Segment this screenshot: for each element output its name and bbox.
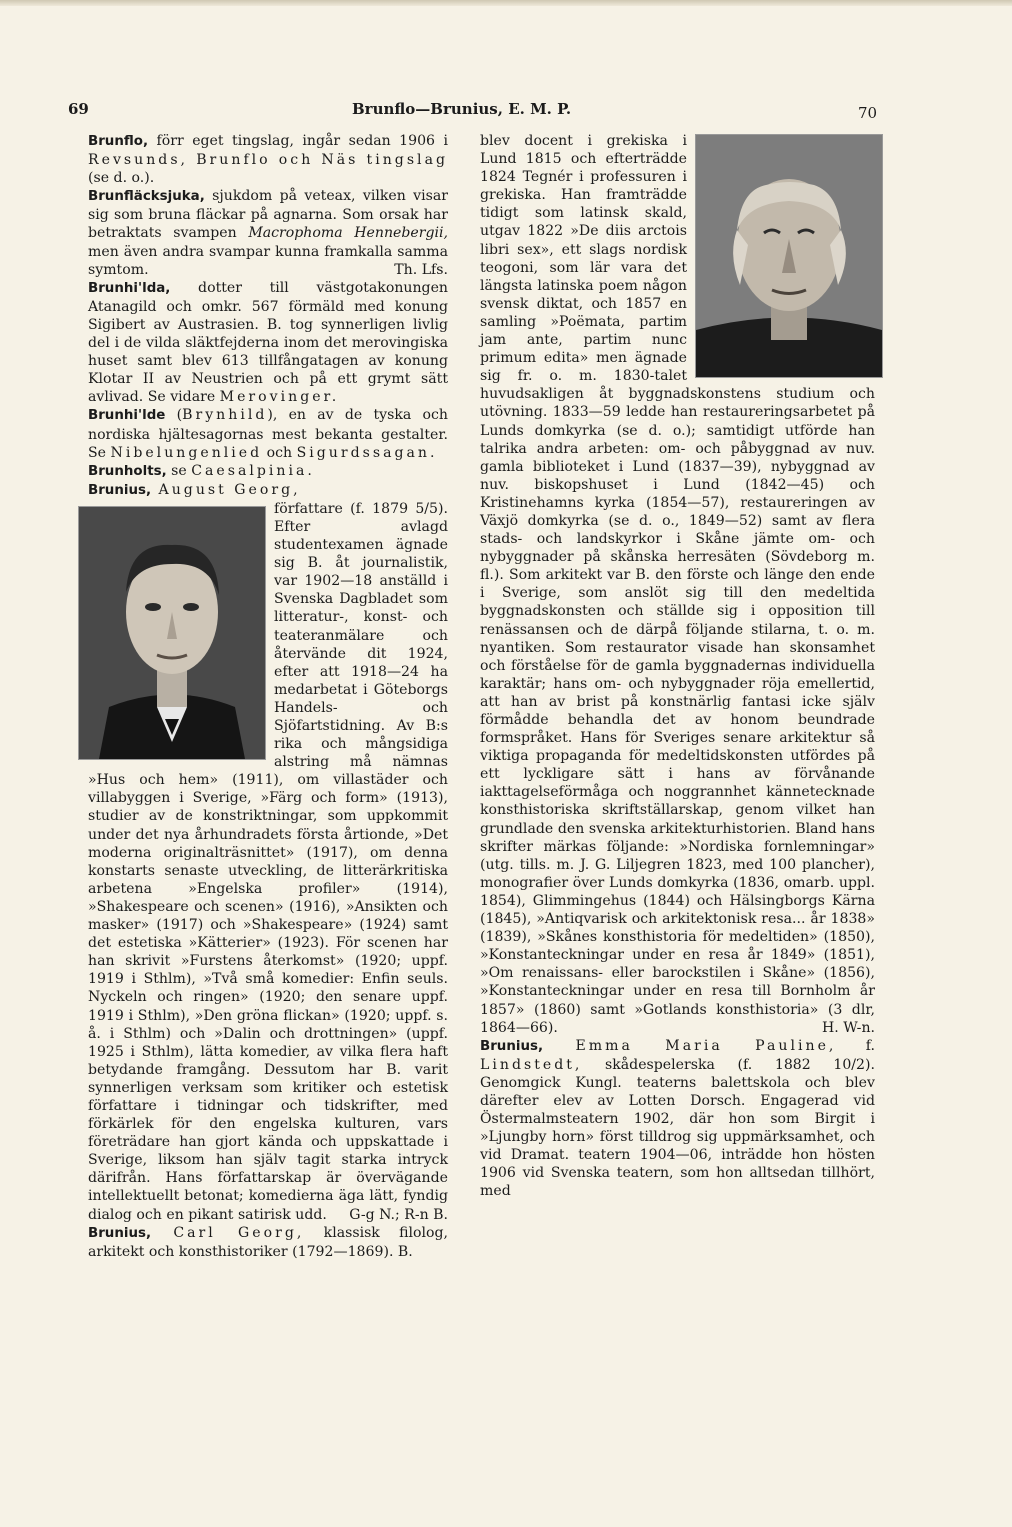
entry-headword: Brunholts, [88,463,167,479]
entry-text: skådespelerska (f. 1882 10/2). Genomgick Kungl. teaterns balettskola och blev därefter elev av Lotten Dorsch. Engagerad vid Östermalmsteatern 1902, där hon som Birgit i »Ljungby horn» först tilldrog sig uppmärksamhet, och vid Dramat. teatern 1904—06, inträdde hon hösten 1906 vid Svenska teatern, som hon alltsedan tillhört, med [480,1056,875,1200]
entry-brunhilda [88,279,448,407]
entry-headword: Brunius, [88,482,152,498]
entry-name: August Georg, [151,481,301,498]
entry-name: Emma Maria Pauline, [543,1037,837,1054]
page-number-left: 69 [68,100,89,118]
page-number-right: 70 [858,104,878,122]
entry-text: sjukdom på veteax, vilken visar sig som bruna fläckar på agnarna. Som orsak har betraktats svampen [88,188,448,242]
entry-headword: Brunhi'lde [88,408,166,424]
entry-headword: Brunfläcksjuka, [88,189,205,205]
entry-text: författare (f. 1879 5/5). Efter avlagd studentexamen ägnade sig B. åt journalistik, var 1902—18 anställd i Svenska Dagbladet som litteratur-, konst- och teateranmälare och återvände dit 1924, efter att 1918—24 ha medarbetat i Göteborgs Handels- och Sjöfartstidning. Av B:s rika och mångsidiga alstring må nämnas »Hus och hem» (1911), om villastäder och villabyggen i Sverige, »Färg och form» (1913), studier av de konstriktningar, som uppkommit under det nya århundradets första årtionde, »Det moderna originalträsnittet» (1917), om denna konstarts senaste utveckling, de litterärkritiska arbetena »Engelska profiler» (1914), »Shakespeare och scenen» (1916), »Ansikten och masker» (1917) och »Shakespeare» (1924) samt det estetiska »Kätterier» (1923). För scenen har han skrivit »Furstens återkomst» (1920; uppf. 1919 i Sthlm), »Två små komedier: Enfin seuls. Nyckeln och ringen» (1920; den senare uppf. 1919 i Sthlm), »Den gröna flickan» (1920; uppf. s. å. i Sthlm) och »Dalin och drottningen» (uppf. 1925 i Sthlm), lätta komedier, av vilka flera haft betydande framgång. Dessutom har B. varit synnerligen verksam som kritiker och estetisk författare i tidningar och tidskrifter, med förkärlek för den engelska kulturen, vars företrädare han gjort kända och uppskattade i Sverige, liksom han själv tagit starka intryck därifrån. Hans författarskap är övervägande intellektuellt betonat; komedierna äga lätt, fyndig dialog och en pikant satirisk udd. [88,500,448,1223]
entry-italic: Macrophoma Hennebergii, [248,225,448,242]
entry-text: klassisk filolog, arkitekt och konsthistoriker (1792—1869). B. [88,1224,449,1260]
entry-text: ( [165,407,183,424]
page-top-edge [0,0,1012,6]
entry-text: och [262,444,297,461]
entry-text: se [166,462,192,479]
entry-reference: Caesalpinia. [191,462,315,479]
entry-brunhilde [88,406,448,461]
portrait-carl-brunius [695,134,883,378]
entry-reference: Revsunds, Brunflo och Näs tingslag [88,152,448,169]
entry-headword: Brunhi'lda, [88,280,171,296]
entry-brunius-emma [480,1037,875,1201]
entry-brunflo [88,132,448,187]
entry-name: Carl Georg, [151,1224,305,1241]
entry-reference: Brynhild [182,407,268,424]
entry-text: f. [836,1037,875,1054]
entry-text: (se d. o.). [88,170,155,187]
entry-text: förr eget tingslag, ingår sedan 1906 i [148,133,448,149]
right-column [480,132,875,1201]
entry-signature: G-g N.; R-n B. [349,1206,448,1223]
entry-headword: Brunflo, [88,134,149,149]
entry-brunius-august [88,481,448,500]
left-column [88,132,448,1261]
entry-name: Lindstedt, [480,1056,583,1073]
entry-headword: Brunius, [88,1225,152,1241]
running-head: Brunflo—Brunius, E. M. P. [352,100,572,118]
entry-text: ), en av de tyska och nordiska hjältesagornas mest bekanta gestalter. Se [88,407,448,461]
entry-signature: Th. Lfs. [394,261,448,278]
entry-reference: Nibelungenlied [110,444,263,461]
entry-brunius-carl [88,1224,448,1261]
entry-brunflacksjuka [88,187,448,278]
entry-brunholts [88,462,448,481]
portrait-august-brunius [78,506,266,760]
entry-signature: H. W-n. [821,1019,875,1036]
entry-text: men även andra svampar kunna framkalla samma symtom. [88,243,448,278]
entry-reference: Sigurdssagan. [296,444,438,461]
entry-headword: Brunius, [480,1038,544,1054]
entry-text: dotter till västgotakonungen Atanagild och omkr. 567 förmäld med konung Sigibert av Austrasien. B. tog synnerligen livlig del i de vilda släktfejderna inom det merovingiska huset samt blev 613 tillfångatagen av konung Klotar II av Neustrien och på ett grymt sätt avlivad. Se vidare [88,279,448,406]
entry-text: blev docent i grekiska i Lund 1815 och efterträdde 1824 Tegnér i professuren i grekiska. Han framträdde tidigt som latinsk skald, utgav 1822 »De diis arctois libri sex», ett slags nordisk teogoni, som lär vara det längsta latinska poem någon svensk diktat, och 1857 en samling »Poëmata, partim jam ante, partim nunc primum edita» men ägnade sig fr. o. m. 1830-talet huvudsakligen åt byggnadskonstens studium och utövning. 1833—59 ledde han restaureringsarbetet på Lunds domkyrka (se d. o.); samtidigt utförde han talrika andra arbeten: om- och påbyggnad av nuv. gamla biblioteket i Lund (1837—39), nybyggnad av nuv. biskopshuset i Lund (1842—45) och Kristinehamns kyrka (1854—57), restaureringen av Växjö domkyrka (se d. o., 1849—52) samt av flera stads- och landskyrkor i Skåne jämte om- och nybyggnader på skånska herresäten (Sövdeborg m. fl.). Som arkitekt var B. den förste och länge den ende i Sverige, som anslöt sig till den medeltida byggnadskonsten och ställde sig i opposition till renässansen och de därpå följande stilarna, t. o. m. nyantiken. Som restaurator visade han skonsamhet och förståelse för de gamla byggnadernas individuella karaktär; hans om- och nybyggnader röja emellertid, att han av brist på konstnärlig fantasi icke själv förmådde behandla det av honom beundrade formspråket. Hans för Sveriges senare arkitektur så viktiga propaganda för medeltidskonsten utfördes på ett lyckligare sätt i hans av förvånande iakttagelseförmåga och noggrannhet kännetecknade konsthistoriska skriftställarskap, genom vilket han grundlade den svenska arkitekturhistorien. Bland hans skrifter märkas följande: »Nordiska fornlemningar» (utg. tills. m. J. G. Liljegren 1823, med 100 plancher), monografier över Lunds domkyrka (1836, omarb. uppl. 1854), Glimmingehus (1844) och Hälsingborgs Kärna (1845), »Antiqvarisk och arkitektonisk resa... år 1838» (1839), »Skånes konsthistoria för medeltiden» (1850), »Konstanteckningar under en resa år 1849» (1851), »Om renaissans- eller barockstilen i Skåne» (1856), »Konstanteckningar under en resa till Bornholm år 1857» (1860) samt »Gotlands konsthistoria» (3 dlr, 1864—66). [480,133,875,1036]
entry-reference: Merovinger. [219,389,340,406]
